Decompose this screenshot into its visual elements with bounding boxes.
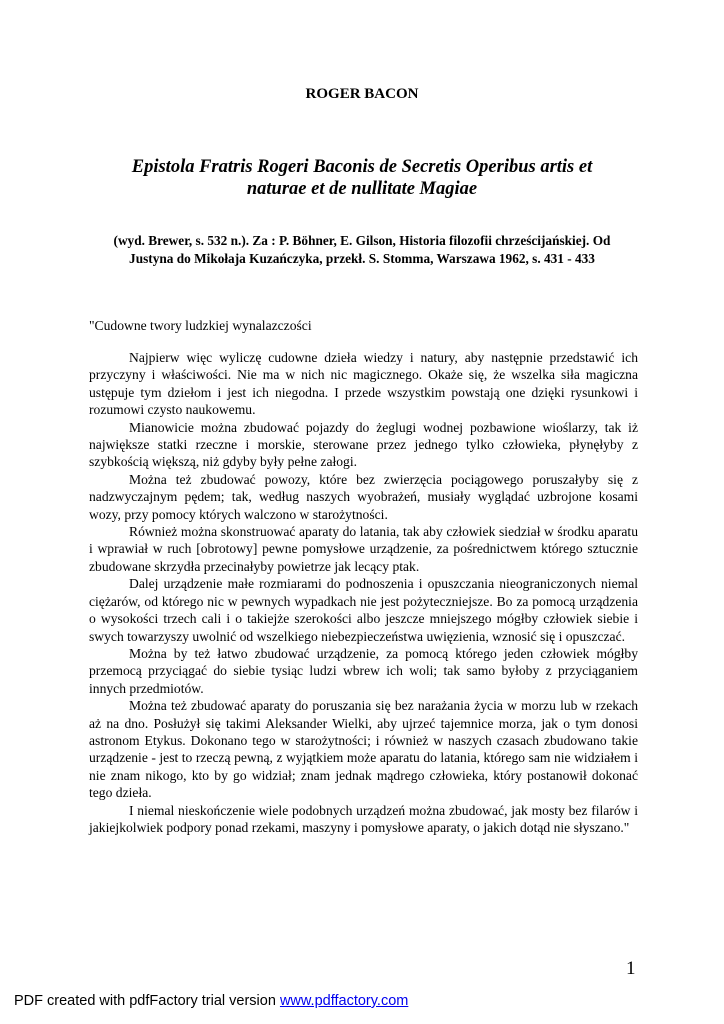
title-line-2: naturae et de nullitate Magiae [246, 179, 478, 199]
page-number: 1 [626, 958, 636, 979]
section-heading: "Cudowne twory ludzkiej wynalazczości [89, 318, 312, 333]
paragraph: Mianowicie można zbudować pojazdy do żeglugi wodnej pozbawione wioślarzy, tak iż największe statki rzeczne i morskie, sterowane przez jednego tylko człowieka, płynęłyby z szybkością większą, niż gdyby były pełne załogi. [89, 419, 638, 470]
document-title [100, 156, 624, 200]
paragraph: Również można skonstruować aparaty do latania, tak aby człowiek siedział w środku aparatu i wprawiał w ruch [obrotowy] pewne pomysłowe urządzenie, za pośrednictwem którego sztucznie zbudowane skrzydła przecinałyby powietrze jak lecący ptak. [89, 524, 638, 574]
paragraph: Można też zbudować aparaty do poruszania się bez narażania życia w morzu lub w rzekach aż na dno. Posłużył się takimi Aleksander Wielki, aby ujrzeć tajemnice morza, jak o tym donosi astronom Etykus. Dokonano tego w starożytności; i również w naszych czasach zbudowano takie urządzenie - jest to rzeczą pewną, z wyjątkiem może aparatu do latania, którego sam nie widziałem i nie znam nikogo, kto by go widział; znam jednak mądrego człowieka, który postanowił dokonać tego dzieła. [89, 698, 638, 801]
paragraph: Najpierw więc wyliczę cudowne dzieła wiedzy i natury, aby następnie przedstawić ich przyczyny i właściwości. Nie ma w nich nic magicznego. Okaże się, że wszelka siła magiczna ustępuje tym dziełom i jest ich niegodna. I przede wszystkim powstają one dzięki rysunkowi i rozumowi czysto naukowemu. [89, 350, 638, 418]
pdf-footer [14, 993, 408, 1009]
paragraph: I niemal nieskończenie wiele podobnych urządzeń można zbudować, jak mosty bez filarów i jakiejkolwiek podpory ponad rzekami, maszyny i pomysłowe aparaty, o jakich dotąd nie słyszano." [89, 802, 638, 835]
paragraph: Dalej urządzenie małe rozmiarami do podnoszenia i opuszczania nieograniczonych niemal ciężarów, od którego nic w pewnych wypadkach nie jest pożyteczniejsze. Bo za pomocą urządzenia o wysokości trzech cali i o takiejże szerokości albo jeszcze mniejszego mógłby człowiek siebie i swych towarzyszy uwolnić od wszelkiego niebezpieczeństwa uwięzienia, wznosić się i opuszczać. [89, 576, 638, 644]
source-line-1: (wyd. Brewer, s. 532 n.). Za : P. Böhner, E. Gilson, Historia filozofii chrześcijańskiej. Od [113, 233, 611, 248]
paragraph: Można by też łatwo zbudować urządzenie, za pomocą którego jeden człowiek mógłby przemocą przyciągać do siebie tysiąc ludzi wbrew ich woli; tak samo byłoby z przyciąganiem innych przedmiotów. [89, 645, 638, 696]
pdffactory-link[interactable]: www.pdffactory.com [279, 993, 409, 1009]
footer-text: PDF created with pdfFactory trial version [14, 993, 280, 1009]
source-line-2: Justyna do Mikołaja Kuzańczyka, przekł. S. Stomma, Warszawa 1962, s. 431 - 433 [129, 251, 595, 266]
title-line-1: Epistola Fratris Rogeri Baconis de Secretis Operibus artis et [131, 157, 593, 177]
paragraph: Można też zbudować powozy, które bez zwierzęcia pociągowego poruszałyby się z nadzwyczajnym pędem; tak, według naszych wyobrażeń, musiały wyglądać uzbrojone kosami wozy, przy pomocy których walczono w starożytności. [89, 471, 638, 522]
source-citation [80, 232, 644, 268]
body-text [89, 349, 638, 836]
author-heading: ROGER BACON [305, 86, 419, 102]
